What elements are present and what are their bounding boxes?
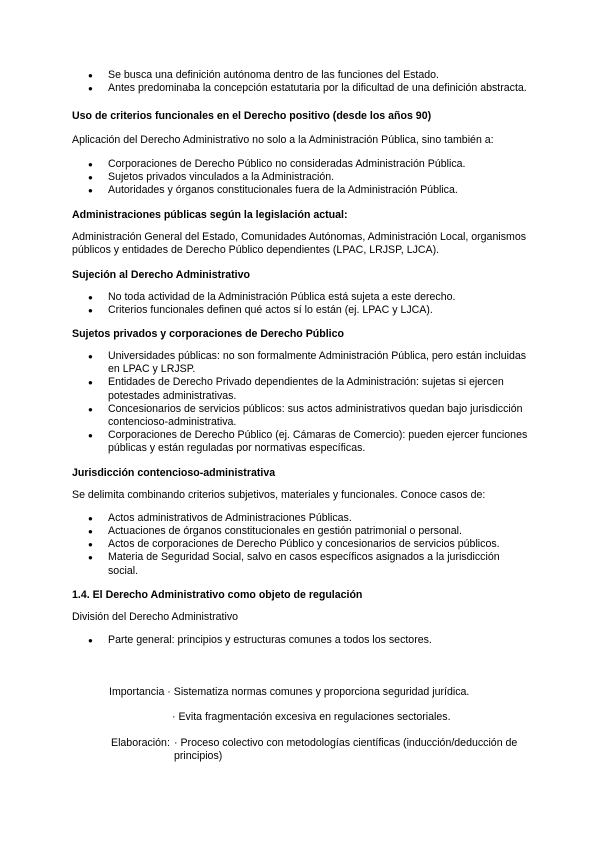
section-heading: Sujetos privados y corporaciones de Derecho Público [72,328,344,341]
list-item: ● Sujetos privados vinculados a la Administración. [72,171,528,184]
paragraph: División del Derecho Administrativo [72,610,239,623]
intro-list [72,69,528,95]
list-item: ● Universidades públicas: no son formalmente Administración Pública, pero están incluidas en LPAC y LRJSP. [72,350,528,376]
paragraph: Se delimita combinando criterios subjetivos, materiales y funcionales. Conoce casos de: [72,488,486,501]
bullet-list [72,634,528,647]
elaboracion-text: · Proceso colectivo con metodologías científicas (inducción/deducción de principios) [174,737,518,763]
section-heading: Administraciones públicas según la legislación actual: [72,209,348,222]
bullet-list [72,158,528,198]
bullet-list [72,512,528,578]
paragraph: Administración General del Estado, Comunidades Autónomas, Administración Local, organismos públicos y entidades de Derecho Público dependientes (LPAC, LRJSP, LJCA). [72,231,527,257]
list-item: ● Criterios funcionales definen qué actos sí lo están (ej. LPAC y LJCA). [72,304,528,317]
list-item: ● Concesionarios de servicios públicos: sus actos administrativos quedan bajo jurisdicción contencioso-administrativa. [72,403,528,429]
list-item: ● Actuaciones de órganos constitucionales en gestión patrimonial o personal. [72,525,528,538]
list-item: ● Antes predominaba la concepción estatutaria por la dificultad de una definición abstracta. [72,82,528,95]
section-heading: Uso de criterios funcionales en el Derecho positivo (desde los años 90) [72,110,432,123]
list-item: ● Corporaciones de Derecho Público no consideradas Administración Pública. [72,158,528,171]
document-page [72,69,528,647]
section-heading: Jurisdicción contencioso-administrativa [72,466,276,479]
list-item: ● Actos de corporaciones de Derecho Público y concesionarios de servicios públicos. [72,538,528,551]
importancia-line-1: Importancia · Sistematiza normas comunes y proporciona seguridad jurídica. [109,686,470,698]
list-item: ● Parte general: principios y estructuras comunes a todos los sectores. [72,634,528,647]
importancia-line-2: · Evita fragmentación excesiva en regulaciones sectoriales. [172,711,451,723]
list-item: ● Entidades de Derecho Privado dependientes de la Administración: sujetas si ejercen potestades administrativas. [72,376,528,402]
list-item: ● Autoridades y órganos constitucionales fuera de la Administración Pública. [72,184,528,197]
section-heading: 1.4. El Derecho Administrativo como objeto de regulación [72,588,363,601]
bullet-list [72,291,528,317]
list-item: ● Corporaciones de Derecho Público (ej. Cámaras de Comercio): pueden ejercer funciones públicas y están reguladas por normativas específicas. [72,429,528,455]
list-item: ● No toda actividad de la Administración Pública está sujeta a este derecho. [72,291,528,304]
paragraph: Aplicación del Derecho Administrativo no solo a la Administración Pública, sino también a: [72,134,494,147]
bullet-list [72,350,528,456]
list-item: ● Actos administrativos de Administraciones Públicas. [72,512,528,525]
elaboracion-label: Elaboración: [111,737,170,749]
list-item: ● Materia de Seguridad Social, salvo en casos específicos asignados a la jurisdicción social. [72,551,528,577]
section-heading: Sujeción al Derecho Administrativo [72,268,250,281]
list-item: ● Se busca una definición autónoma dentro de las funciones del Estado. [72,69,528,82]
